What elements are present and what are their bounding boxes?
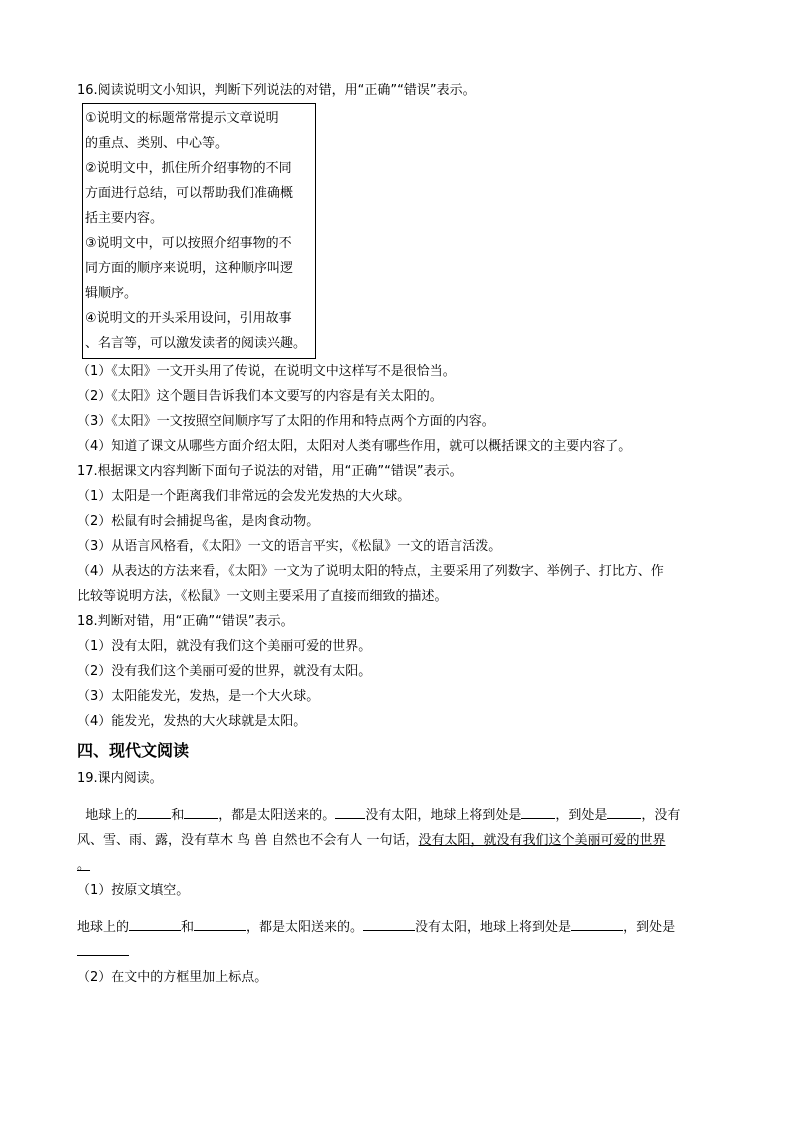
question-16-item: （2）《太阳》这个题目告诉我们本文要写的内容是有关太阳的。 (77, 389, 443, 404)
question-17-item-continued: 比较等说明方法，《松鼠》一文则主要采用了直接而细致的描述。 (77, 589, 448, 604)
box-line: ①说明文的标题常常提示文章说明 (85, 111, 279, 126)
answer-blank[interactable] (335, 804, 365, 819)
answer-blank[interactable] (607, 804, 641, 819)
answer-blank[interactable] (363, 916, 415, 931)
question-17-item: （4）从表达的方法来看，《太阳》一文为了说明太阳的特点，主要采用了列数字、举例子、打比方、作 (77, 564, 664, 579)
question-16-item: （3）《太阳》一文按照空间顺序写了太阳的作用和特点两个方面的内容。 (77, 414, 495, 429)
answer-blank[interactable] (571, 916, 623, 931)
answer-blank[interactable] (129, 916, 181, 931)
answer-blank[interactable] (77, 941, 129, 956)
worksheet (77, 78, 722, 990)
section-title: 四、现代文阅读 (77, 741, 190, 760)
question-18-item: （1）没有太阳，就没有我们这个美丽可爱的世界。 (77, 639, 372, 654)
reading-passage: 地球上的 和 ，都是太阳送来的。 没有太阳，地球上将到处是 ，到处是 ，没有 风、雪、雨、露，没有草木 鸟 兽 自然也不会有人 一句话，没有太阳，就没有我们这个美丽可爱的世界 。 (77, 803, 722, 878)
question-19-stem: 19.课内阅读。 (77, 771, 163, 786)
question-17-item: （3）从语言风格看，《太阳》一文的语言平实，《松鼠》一文的语言活泼。 (77, 539, 502, 554)
box-line: 的重点、类别、中心等。 (85, 136, 229, 151)
question-18-item: （4）能发光，发热的大火球就是太阳。 (77, 714, 307, 729)
question-17-item: （2）松鼠有时会捕捉鸟雀，是肉食动物。 (77, 514, 320, 529)
question-18-item: （2）没有我们这个美丽可爱的世界，就没有太阳。 (77, 664, 372, 679)
sub-question: （2）在文中的方框里加上标点。 (77, 970, 268, 985)
question-18-stem: 18.判断对错，用“正确”“错误”表示。 (77, 614, 294, 629)
question-17-item: （1）太阳是一个距离我们非常远的会发光发热的大火球。 (77, 489, 411, 504)
fill-in-line: 地球上的 和 ，都是太阳送来的。 没有太阳，地球上将到处是 ，到处是 (77, 915, 722, 940)
question-18-item: （3）太阳能发光，发热，是一个大火球。 (77, 689, 320, 704)
box-line: ③说明文中，可以按照介绍事物的不 (85, 236, 292, 251)
box-line: 方面进行总结，可以帮助我们准确概 (85, 186, 294, 201)
box-line: ②说明文中，抓住所介绍事物的不同 (85, 161, 292, 176)
answer-blank[interactable] (137, 804, 171, 819)
question-16-item: （1）《太阳》一文开头用了传说，在说明文中这样写不是很恰当。 (77, 364, 456, 379)
answer-blank[interactable] (194, 916, 246, 931)
box-line: 、名言等，可以激发读者的阅读兴趣。 (85, 336, 307, 351)
question-16-item: （4）知道了课文从哪些方面介绍太阳，太阳对人类有哪些作用，就可以概括课文的主要内容了。 (77, 439, 632, 454)
sub-question: （1）按原文填空。 (77, 883, 190, 898)
box-line: ④说明文的开头采用设问，引用故事 (85, 311, 292, 326)
question-17-stem: 17.根据课文内容判断下面句子说法的对错，用“正确”“错误”表示。 (77, 464, 463, 479)
answer-blank[interactable] (521, 804, 555, 819)
question-16-stem: 16.阅读说明文小知识，判断下列说法的对错，用“正确”“错误”表示。 (77, 83, 476, 98)
underlined-sentence: 没有太阳，就没有我们这个美丽可爱的世界 (418, 833, 666, 848)
knowledge-box (82, 103, 316, 359)
answer-blank[interactable] (184, 804, 218, 819)
box-line: 辑顺序。 (85, 286, 138, 301)
box-line: 括主要内容。 (85, 211, 164, 226)
box-line: 同方面的顺序来说明，这种顺序叫逻 (85, 261, 294, 276)
